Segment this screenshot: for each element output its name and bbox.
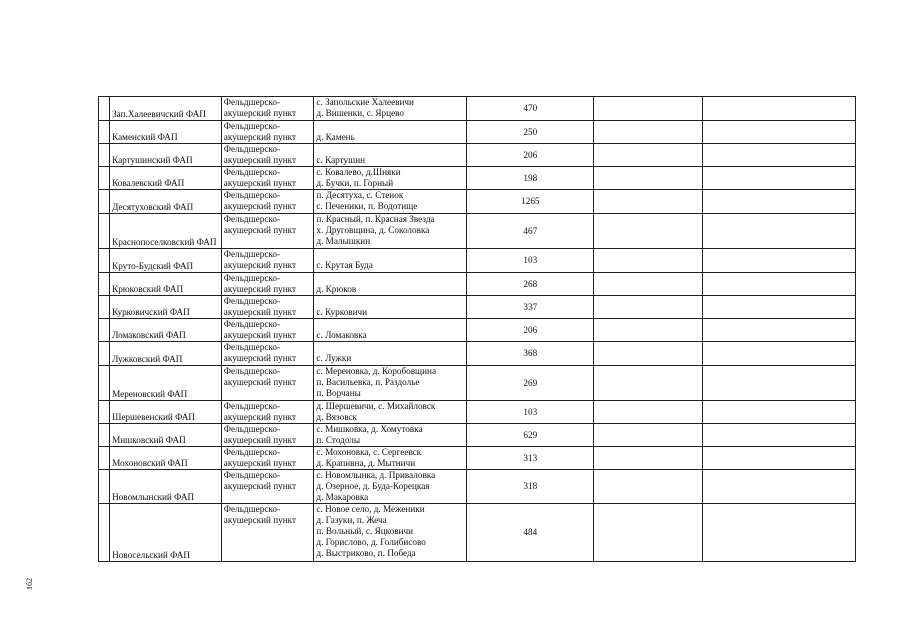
population-cell: 313 [467, 447, 594, 470]
empty-cell [594, 167, 703, 190]
facility-type-cell [221, 401, 314, 424]
village-line: п. Стодолы [316, 435, 361, 445]
village-line: с. Лужки [316, 353, 352, 363]
facility-type-cell [221, 366, 314, 401]
facility-type-line: Фельдшерско- [223, 190, 281, 200]
villages-cell [314, 504, 467, 562]
facility-type-line: Фельдшерско- [223, 167, 281, 177]
table-row [99, 190, 856, 214]
table-row [99, 121, 856, 144]
facility-type-line: Фельдшерско- [223, 447, 281, 457]
fap-name-cell: Картушинский ФАП [110, 144, 222, 167]
facility-type-line: Фельдшерско- [223, 249, 281, 259]
village-line [316, 249, 464, 260]
fap-table [98, 96, 856, 562]
population-cell: 268 [467, 273, 594, 296]
villages-cell [314, 249, 467, 273]
facility-type-cell [221, 144, 314, 167]
population-cell: 1265 [467, 190, 594, 214]
population-cell: 470 [467, 97, 594, 121]
population-cell: 467 [467, 214, 594, 249]
fap-name-cell: Ломаковский ФАП [110, 319, 222, 342]
fap-name-cell: Новосельский ФАП [110, 504, 222, 562]
village-line: с. Крутая Буда [316, 260, 373, 270]
population-cell: 318 [467, 470, 594, 504]
village-line: с. Курковичи [316, 307, 368, 317]
villages-cell [314, 121, 467, 144]
facility-type-line: акушерский пункт [223, 330, 297, 340]
facility-type-line: акушерский пункт [223, 108, 297, 118]
facility-type-cell [221, 214, 314, 249]
table-row [99, 342, 856, 366]
village-line [316, 273, 464, 284]
facility-type-line: Фельдшерско- [223, 273, 281, 283]
row-index-cell [99, 144, 110, 167]
fap-name-cell: Новомлынский ФАП [110, 470, 222, 504]
village-line: д. Шершевичи, с. Михайловск [316, 401, 436, 411]
village-line: д. Крюков [316, 284, 357, 294]
villages-cell [314, 273, 467, 296]
facility-type-line: Фельдшерско- [223, 97, 281, 107]
empty-cell [594, 144, 703, 167]
fap-name-cell: Крюковский ФАП [110, 273, 222, 296]
empty-cell [702, 273, 855, 296]
fap-name-cell: Краснопоселковский ФАП [110, 214, 222, 249]
table-row [99, 424, 856, 447]
villages-cell [314, 144, 467, 167]
table-row [99, 273, 856, 296]
table-body [99, 97, 856, 562]
facility-type-line: акушерский пункт [223, 155, 297, 165]
facility-type-line: Фельдшерско- [223, 342, 281, 352]
population-cell: 103 [467, 401, 594, 424]
table-row [99, 167, 856, 190]
population-cell: 629 [467, 424, 594, 447]
facility-type-line: акушерский пункт [223, 225, 297, 235]
fap-name-cell: Курковичский ФАП [110, 296, 222, 319]
row-index-cell [99, 214, 110, 249]
table-row [99, 504, 856, 562]
empty-cell [594, 366, 703, 401]
facility-type-line: Фельдшерско- [223, 319, 281, 329]
facility-type-line: Фельдшерско- [223, 424, 281, 434]
population-cell: 198 [467, 167, 594, 190]
empty-cell [702, 470, 855, 504]
villages-cell [314, 342, 467, 366]
empty-cell [594, 401, 703, 424]
empty-cell [702, 401, 855, 424]
facility-type-line: акушерский пункт [223, 307, 297, 317]
facility-type-line: акушерский пункт [223, 284, 297, 294]
village-line [316, 144, 464, 155]
villages-cell [314, 470, 467, 504]
fap-name-cell: Ковалевский ФАП [110, 167, 222, 190]
row-index-cell [99, 167, 110, 190]
row-index-cell [99, 296, 110, 319]
row-index-cell [99, 342, 110, 366]
facility-type-cell [221, 424, 314, 447]
village-line: д. Вишенки, с. Ярцево [316, 108, 405, 118]
villages-cell [314, 401, 467, 424]
table-row [99, 366, 856, 401]
facility-type-cell [221, 296, 314, 319]
population-cell: 484 [467, 504, 594, 562]
fap-name-cell: Мишковский ФАП [110, 424, 222, 447]
facility-type-line: акушерский пункт [223, 435, 297, 445]
facility-type-line: акушерский пункт [223, 178, 297, 188]
table-row [99, 470, 856, 504]
population-cell: 103 [467, 249, 594, 273]
villages-cell [314, 296, 467, 319]
row-index-cell [99, 504, 110, 562]
village-line: п. Красный, п. Красная Звезда [316, 214, 435, 224]
facility-type-line: акушерский пункт [223, 377, 297, 387]
facility-type-cell [221, 249, 314, 273]
facility-type-cell [221, 447, 314, 470]
villages-cell [314, 190, 467, 214]
row-index-cell [99, 470, 110, 504]
facility-type-line: акушерский пункт [223, 481, 297, 491]
table-row [99, 144, 856, 167]
fap-name-cell: Зап.Халеевичский ФАП [110, 97, 222, 121]
table-row [99, 319, 856, 342]
population-cell: 269 [467, 366, 594, 401]
village-line: с. Новомлынка, д. Приваловка [316, 470, 436, 480]
facility-type-cell [221, 470, 314, 504]
table-row [99, 296, 856, 319]
facility-type-line: акушерский пункт [223, 201, 297, 211]
fap-name-cell: Мохоновский ФАП [110, 447, 222, 470]
village-line [316, 296, 464, 307]
village-line: д. Озерное, д. Буда-Корецкая [316, 481, 430, 491]
village-line: п. Десятуха, с. Стенок [316, 190, 404, 200]
row-index-cell [99, 319, 110, 342]
row-index-cell [99, 401, 110, 424]
facility-type-line: Фельдшерско- [223, 504, 281, 514]
facility-type-line: акушерский пункт [223, 132, 297, 142]
village-line: с. Мереновка, д. Коробовщина [316, 366, 437, 376]
fap-name-cell: Шершевенский ФАП [110, 401, 222, 424]
villages-cell [314, 167, 467, 190]
fap-name-cell: Каменский ФАП [110, 121, 222, 144]
empty-cell [702, 296, 855, 319]
facility-type-cell [221, 97, 314, 121]
empty-cell [594, 296, 703, 319]
village-line: д. Камень [316, 132, 355, 142]
empty-cell [594, 504, 703, 562]
facility-type-line: Фельдшерско- [223, 366, 281, 376]
population-cell: 250 [467, 121, 594, 144]
facility-type-line: акушерский пункт [223, 458, 297, 468]
table-row [99, 249, 856, 273]
empty-cell [702, 424, 855, 447]
row-index-cell [99, 190, 110, 214]
village-line [316, 319, 464, 330]
villages-cell [314, 366, 467, 401]
villages-cell [314, 447, 467, 470]
empty-cell [594, 190, 703, 214]
facility-type-cell [221, 121, 314, 144]
facility-type-cell [221, 504, 314, 562]
row-index-cell [99, 249, 110, 273]
empty-cell [702, 121, 855, 144]
facility-type-line: акушерский пункт [223, 515, 297, 525]
population-cell: 337 [467, 296, 594, 319]
village-line: д. Малышкин [316, 236, 371, 246]
empty-cell [702, 190, 855, 214]
village-line: с. Новое село, д. Меженики [316, 504, 425, 514]
row-index-cell [99, 121, 110, 144]
facility-type-line: Фельдшерско- [223, 144, 281, 154]
facility-type-line: акушерский пункт [223, 412, 297, 422]
row-index-cell [99, 424, 110, 447]
empty-cell [594, 424, 703, 447]
facility-type-line: акушерский пункт [223, 260, 297, 270]
empty-cell [702, 504, 855, 562]
empty-cell [702, 342, 855, 366]
facility-type-cell [221, 167, 314, 190]
row-index-cell [99, 273, 110, 296]
village-line [316, 121, 464, 132]
facility-type-line: Фельдшерско- [223, 214, 281, 224]
empty-cell [594, 447, 703, 470]
village-line: д. Бучки, п. Горный [316, 178, 394, 188]
empty-cell [594, 273, 703, 296]
facility-type-line: акушерский пункт [223, 353, 297, 363]
row-index-cell [99, 366, 110, 401]
facility-type-cell [221, 342, 314, 366]
villages-cell [314, 319, 467, 342]
fap-name-cell: Лужковский ФАП [110, 342, 222, 366]
table-row [99, 447, 856, 470]
village-line: д. Крапивна, д. Мытничи [316, 458, 416, 468]
row-index-cell [99, 97, 110, 121]
village-line: п. Васильевка, п. Раздолье [316, 377, 420, 387]
village-line: д. Вязовск [316, 412, 358, 422]
facility-type-cell [221, 319, 314, 342]
fap-name-cell: Мереновский ФАП [110, 366, 222, 401]
village-line [316, 342, 464, 353]
village-line: д. Макаровка [316, 492, 369, 502]
village-line: п. Ворчаны [316, 388, 361, 398]
empty-cell [702, 447, 855, 470]
village-line: с. Картушин [316, 155, 366, 165]
population-cell: 368 [467, 342, 594, 366]
empty-cell [594, 319, 703, 342]
empty-cell [594, 249, 703, 273]
fap-name-cell: Круто-Будский ФАП [110, 249, 222, 273]
village-line: с. Мохоновка, с. Сергеевск [316, 447, 422, 457]
village-line: с. Запольские Халеевичи [316, 97, 414, 107]
row-index-cell [99, 447, 110, 470]
facility-type-line: Фельдшерско- [223, 121, 281, 131]
empty-cell [702, 97, 855, 121]
table-row [99, 97, 856, 121]
empty-cell [594, 121, 703, 144]
villages-cell [314, 97, 467, 121]
table-row [99, 214, 856, 249]
village-line: с. Ломаковка [316, 330, 367, 340]
village-line: д. Горислово, д. Голибисово [316, 537, 426, 547]
empty-cell [702, 144, 855, 167]
empty-cell [702, 214, 855, 249]
village-line: с. Ковалево, д.Шняки [316, 167, 401, 177]
empty-cell [702, 249, 855, 273]
empty-cell [702, 167, 855, 190]
village-line: д. Выстриково, п. Победа [316, 548, 416, 558]
village-line: с. Мишковка, д. Хомутовка [316, 424, 423, 434]
empty-cell [594, 97, 703, 121]
facility-type-cell [221, 190, 314, 214]
village-line: п. Вольный, с. Яцковичи [316, 526, 413, 536]
empty-cell [702, 319, 855, 342]
facility-type-line: Фельдшерско- [223, 401, 281, 411]
village-line: с. Печеники, п. Водотище [316, 201, 418, 211]
villages-cell [314, 214, 467, 249]
page-number: 162 [25, 578, 34, 590]
empty-cell [594, 214, 703, 249]
fap-name-cell: Десятуховский ФАП [110, 190, 222, 214]
villages-cell [314, 424, 467, 447]
empty-cell [594, 342, 703, 366]
facility-type-line: Фельдшерско- [223, 296, 281, 306]
empty-cell [702, 366, 855, 401]
facility-type-line: Фельдшерско- [223, 470, 281, 480]
empty-cell [594, 470, 703, 504]
facility-type-cell [221, 273, 314, 296]
table-row [99, 401, 856, 424]
population-cell: 206 [467, 319, 594, 342]
village-line: д. Газуки, п. Жеча [316, 515, 387, 525]
population-cell: 206 [467, 144, 594, 167]
village-line: х. Друговщина, д. Соколовка [316, 225, 430, 235]
